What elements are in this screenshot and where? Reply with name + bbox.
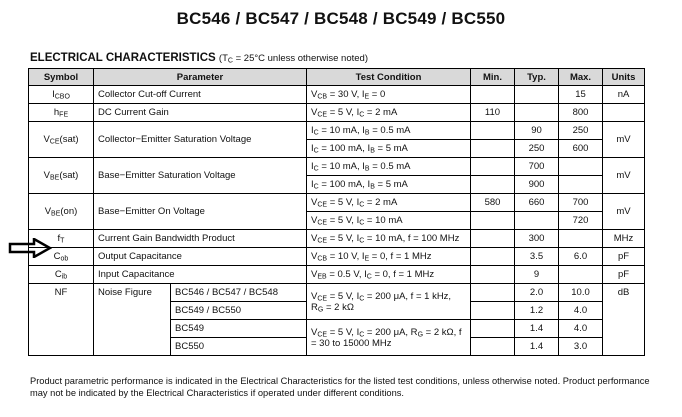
condition-cell: $V_{CE} = 5$ V, $I_C = 10$ mA: [307, 212, 471, 230]
column-header: Typ.: [515, 69, 559, 86]
units-cell: MHz: [603, 230, 645, 248]
condition-cell: $I_C = 100$ mA, $I_B = 5$ mA: [307, 176, 471, 194]
min-cell: [471, 212, 515, 230]
parameter-cell: Output Capacitance: [94, 248, 307, 266]
max-cell: 6.0: [559, 248, 603, 266]
parameter-cell: DC Current Gain: [94, 104, 307, 122]
max-cell: 15: [559, 86, 603, 104]
min-cell: [471, 248, 515, 266]
typ-cell: 90: [515, 122, 559, 140]
min-cell: 110: [471, 104, 515, 122]
condition-cell: $V_{CE} = 5$ V, $I_C = 200$ μA, $R_G = 2$ kΩ, f = 30 to 15000 MHz: [307, 320, 471, 356]
max-cell: 800: [559, 104, 603, 122]
symbol-cell: $f_T$: [29, 230, 94, 248]
max-cell: [559, 230, 603, 248]
device-cell: BC549: [171, 320, 307, 338]
condition-cell: $I_C = 100$ mA, $I_B = 5$ mA: [307, 140, 471, 158]
column-header: Max.: [559, 69, 603, 86]
footnote: Product parametric performance is indicated in the Electrical Characteristics for the listed test conditions, unless otherwise noted. Product performance may not be indicated by the Electrical Characteristics if operated under different conditions.: [30, 376, 650, 398]
typ-cell: 700: [515, 158, 559, 176]
units-cell: pF: [603, 248, 645, 266]
typ-cell: 250: [515, 140, 559, 158]
max-cell: 700: [559, 194, 603, 212]
condition-cell: $V_{EB} = 0.5$ V, $I_C = 0$, f = 1 MHz: [307, 266, 471, 284]
typ-cell: [515, 104, 559, 122]
typ-cell: 660: [515, 194, 559, 212]
units-cell: dB: [603, 284, 645, 356]
max-cell: [559, 158, 603, 176]
parameter-cell: Base−Emitter On Voltage: [94, 194, 307, 230]
max-cell: 4.0: [559, 302, 603, 320]
max-cell: 600: [559, 140, 603, 158]
typ-cell: 300: [515, 230, 559, 248]
min-cell: [471, 320, 515, 338]
condition-cell: $V_{CB} = 10$ V, $I_E = 0$, f = 1 MHz: [307, 248, 471, 266]
min-cell: [471, 86, 515, 104]
symbol-cell: $V_{CE}(sat)$: [29, 122, 94, 158]
min-cell: [471, 122, 515, 140]
condition-cell: $I_C = 10$ mA, $I_B = 0.5$ mA: [307, 122, 471, 140]
units-cell: mV: [603, 158, 645, 194]
typ-cell: 2.0: [515, 284, 559, 302]
parameter-cell: Base−Emitter Saturation Voltage: [94, 158, 307, 194]
condition-cell: $V_{CE} = 5$ V, $I_C = 2$ mA: [307, 104, 471, 122]
typ-cell: [515, 212, 559, 230]
max-cell: 720: [559, 212, 603, 230]
table-header-row: [29, 69, 645, 86]
typ-cell: 1.4: [515, 338, 559, 356]
condition-cell: $V_{CE} = 5$ V, $I_C = 200$ μA, f = 1 kHz, $R_G = 2$ kΩ: [307, 284, 471, 320]
max-cell: [559, 176, 603, 194]
max-cell: 3.0: [559, 338, 603, 356]
parameter-cell: Noise Figure: [94, 284, 171, 356]
symbol-cell: NF: [29, 284, 94, 356]
condition-cell: $V_{CB} = 30$ V, $I_E = 0$: [307, 86, 471, 104]
symbol-cell: $V_{BE}(sat)$: [29, 158, 94, 194]
table-row: [29, 194, 645, 212]
condition-cell: $V_{CE} = 5$ V, $I_C = 2$ mA: [307, 194, 471, 212]
units-cell: mV: [603, 194, 645, 230]
parameter-cell: Collector−Emitter Saturation Voltage: [94, 122, 307, 158]
device-cell: BC550: [171, 338, 307, 356]
electrical-characteristics-table: [28, 68, 645, 356]
table-row: [29, 86, 645, 104]
typ-cell: 1.2: [515, 302, 559, 320]
condition-cell: $I_C = 10$ mA, $I_B = 0.5$ mA: [307, 158, 471, 176]
min-cell: [471, 284, 515, 302]
symbol-cell: $C_{ib}$: [29, 266, 94, 284]
symbol-cell: $h_{FE}$: [29, 104, 94, 122]
min-cell: [471, 230, 515, 248]
column-header: Parameter: [94, 69, 307, 86]
min-cell: [471, 140, 515, 158]
parameter-cell: Collector Cut-off Current: [94, 86, 307, 104]
typ-cell: 900: [515, 176, 559, 194]
table-row: [29, 248, 645, 266]
table-row: [29, 104, 645, 122]
min-cell: [471, 302, 515, 320]
symbol-cell: $V_{BE}(on)$: [29, 194, 94, 230]
max-cell: 10.0: [559, 284, 603, 302]
units-cell: nA: [603, 86, 645, 104]
max-cell: 250: [559, 122, 603, 140]
parameter-cell: Input Capacitance: [94, 266, 307, 284]
document-title: BC546 / BC547 / BC548 / BC549 / BC550: [176, 9, 506, 28]
units-cell: pF: [603, 266, 645, 284]
min-cell: [471, 338, 515, 356]
typ-cell: [515, 86, 559, 104]
column-header: Units: [603, 69, 645, 86]
max-cell: 4.0: [559, 320, 603, 338]
section-condition: ($T_C = 25^\circ C$ unless otherwise noted): [218, 53, 368, 65]
table-row: [29, 158, 645, 176]
device-cell: BC549 / BC550: [171, 302, 307, 320]
max-cell: [559, 266, 603, 284]
table-row: [29, 122, 645, 140]
table-row: [29, 266, 645, 284]
parameter-cell: Current Gain Bandwidth Product: [94, 230, 307, 248]
typ-cell: 3.5: [515, 248, 559, 266]
column-header: Min.: [471, 69, 515, 86]
min-cell: [471, 266, 515, 284]
min-cell: [471, 176, 515, 194]
table-row: [29, 230, 645, 248]
condition-cell: $V_{CE} = 5$ V, $I_C = 10$ mA, f = 100 MHz: [307, 230, 471, 248]
symbol-cell: $C_{ob}$: [29, 248, 94, 266]
table-row: [29, 284, 645, 302]
typ-cell: 9: [515, 266, 559, 284]
symbol-cell: $I_{CBO}$: [29, 86, 94, 104]
section-title: ELECTRICAL CHARACTERISTICS: [30, 52, 216, 64]
section-heading: [30, 52, 368, 64]
column-header: Symbol: [29, 69, 94, 86]
column-header: Test Condition: [307, 69, 471, 86]
typ-cell: 1.4: [515, 320, 559, 338]
min-cell: 580: [471, 194, 515, 212]
units-cell: mV: [603, 122, 645, 158]
units-cell: [603, 104, 645, 122]
min-cell: [471, 158, 515, 176]
device-cell: BC546 / BC547 / BC548: [171, 284, 307, 302]
